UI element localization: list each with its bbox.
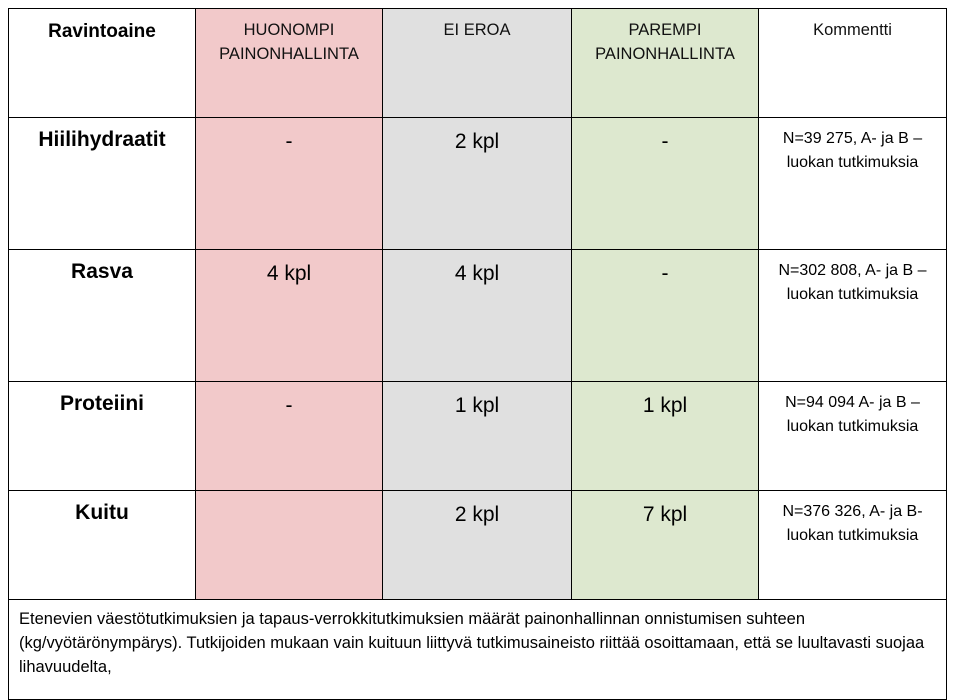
header-worse xyxy=(196,9,383,118)
cell-better: - xyxy=(572,118,759,250)
cell-worse xyxy=(196,491,383,600)
table-row xyxy=(9,382,947,491)
cell-worse: - xyxy=(196,382,383,491)
table-row xyxy=(9,118,947,250)
header-worse-line2: PAINONHALLINTA xyxy=(219,45,359,63)
cell-no-difference: 2 kpl xyxy=(383,118,572,250)
table-row xyxy=(9,491,947,600)
cell-no-difference: 1 kpl xyxy=(383,382,572,491)
nutrient-weight-table xyxy=(8,8,947,700)
cell-worse: 4 kpl xyxy=(196,250,383,382)
cell-better: 1 kpl xyxy=(572,382,759,491)
cell-no-difference: 4 kpl xyxy=(383,250,572,382)
cell-better: 7 kpl xyxy=(572,491,759,600)
cell-no-difference: 2 kpl xyxy=(383,491,572,600)
header-better-line1: PAREMPI xyxy=(628,21,702,39)
row-label: Kuitu xyxy=(9,491,196,600)
header-worse-line1: HUONOMPI xyxy=(243,21,335,39)
row-label: Proteiini xyxy=(9,382,196,491)
header-row xyxy=(9,9,947,118)
header-better xyxy=(572,9,759,118)
cell-better: - xyxy=(572,250,759,382)
header-nutrient: Ravintoaine xyxy=(9,9,196,118)
table-row xyxy=(9,250,947,382)
cell-comment: N=376 326, A- ja B-luokan tutkimuksia xyxy=(759,491,947,600)
cell-worse: - xyxy=(196,118,383,250)
cell-comment: N=39 275, A- ja B –luokan tutkimuksia xyxy=(759,118,947,250)
footnote: Etenevien väestötutkimuksien ja tapaus-verrokkitutkimuksien määrät painonhallinnan onnistumisen suhteen (kg/vyötärönympärys). Tutkijoiden mukaan vain kuituun liittyvä tutkimusaineisto riittää osoittamaan, että se luultavasti suojaa lihavuudelta, xyxy=(9,600,947,700)
row-label: Hiilihydraatit xyxy=(9,118,196,250)
cell-comment: N=302 808, A- ja B –luokan tutkimuksia xyxy=(759,250,947,382)
header-better-line2: PAINONHALLINTA xyxy=(595,45,735,63)
footnote-row xyxy=(9,600,947,700)
row-label: Rasva xyxy=(9,250,196,382)
header-comment: Kommentti xyxy=(759,9,947,118)
header-no-difference: EI EROA xyxy=(383,9,572,118)
cell-comment: N=94 094 A- ja B –luokan tutkimuksia xyxy=(759,382,947,491)
